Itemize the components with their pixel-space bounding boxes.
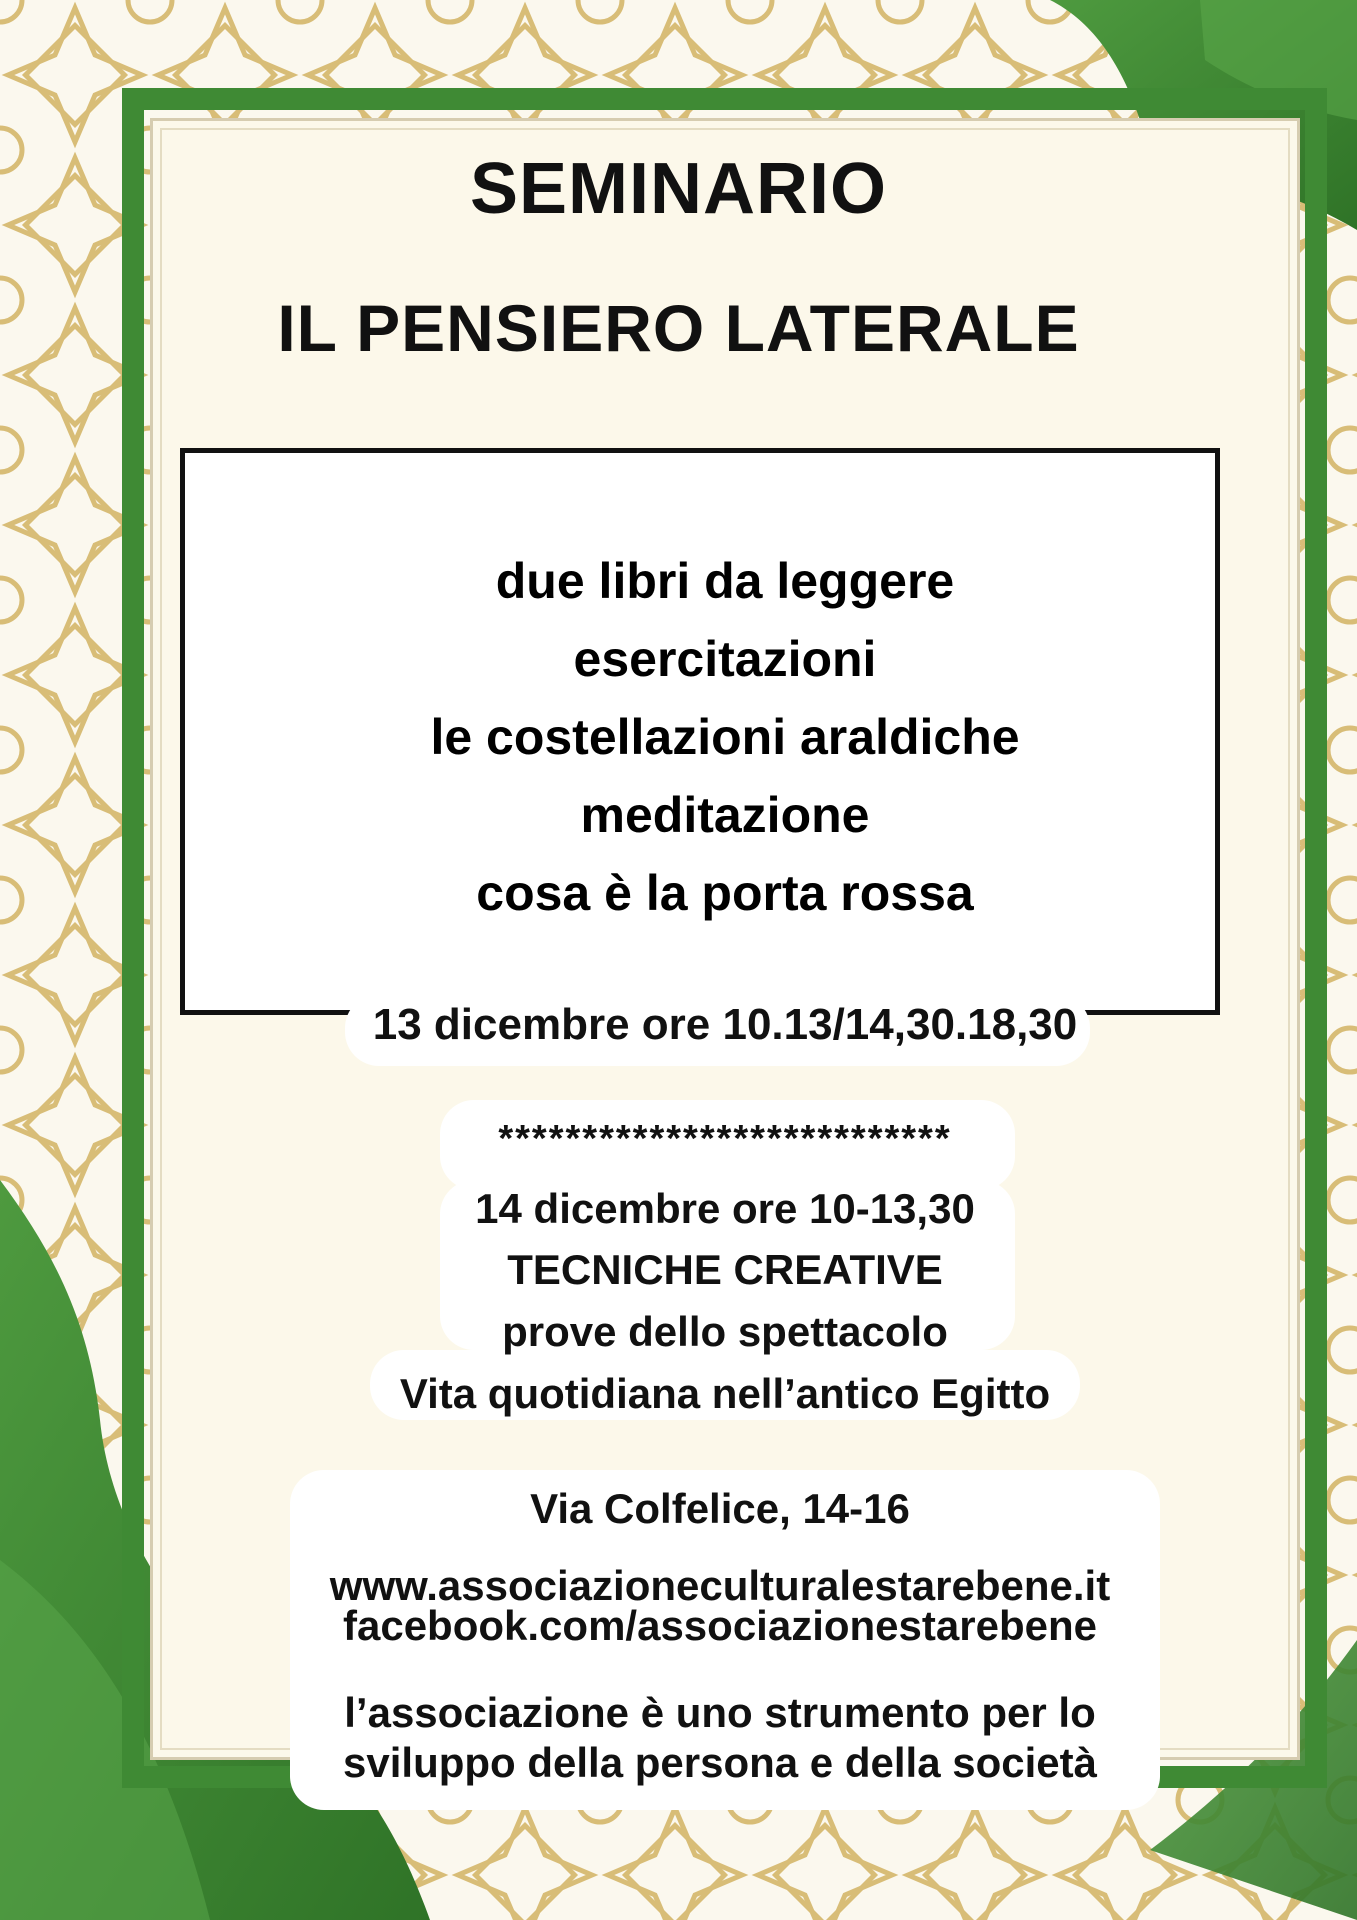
topic-item: due libri da leggere	[495, 553, 955, 609]
day2-item: TECNICHE CREATIVE	[507, 1246, 943, 1293]
day2-schedule: 14 dicembre ore 10-13,30	[475, 1185, 975, 1232]
poster-subtitle: IL PENSIERO LATERALE	[277, 291, 1080, 365]
motto-line-1: l’associazione è uno strumento per lo	[344, 1689, 1096, 1736]
day2-item: Vita quotidiana nell’antico Egitto	[399, 1370, 1051, 1417]
poster-title: SEMINARIO	[469, 149, 888, 229]
topic-item: meditazione	[580, 787, 870, 843]
topic-item: cosa è la porta rossa	[476, 865, 974, 921]
website-link[interactable]: www.associazioneculturalestarebene.it	[329, 1562, 1111, 1609]
separator-stars: ***************************	[498, 1118, 952, 1160]
topic-item: le costellazioni araldiche	[430, 709, 1020, 765]
address: Via Colfelice, 14-16	[530, 1485, 910, 1532]
topic-item: esercitazioni	[573, 631, 877, 687]
day2-item: prove dello spettacolo	[502, 1308, 948, 1355]
topics-list	[180, 542, 1270, 932]
facebook-link[interactable]: facebook.com/associazionestarebene	[343, 1602, 1097, 1649]
day1-schedule: 13 dicembre ore 10.13/14,30.18,30	[372, 1000, 1078, 1049]
motto-line-2: sviluppo della persona e della società	[343, 1739, 1097, 1786]
